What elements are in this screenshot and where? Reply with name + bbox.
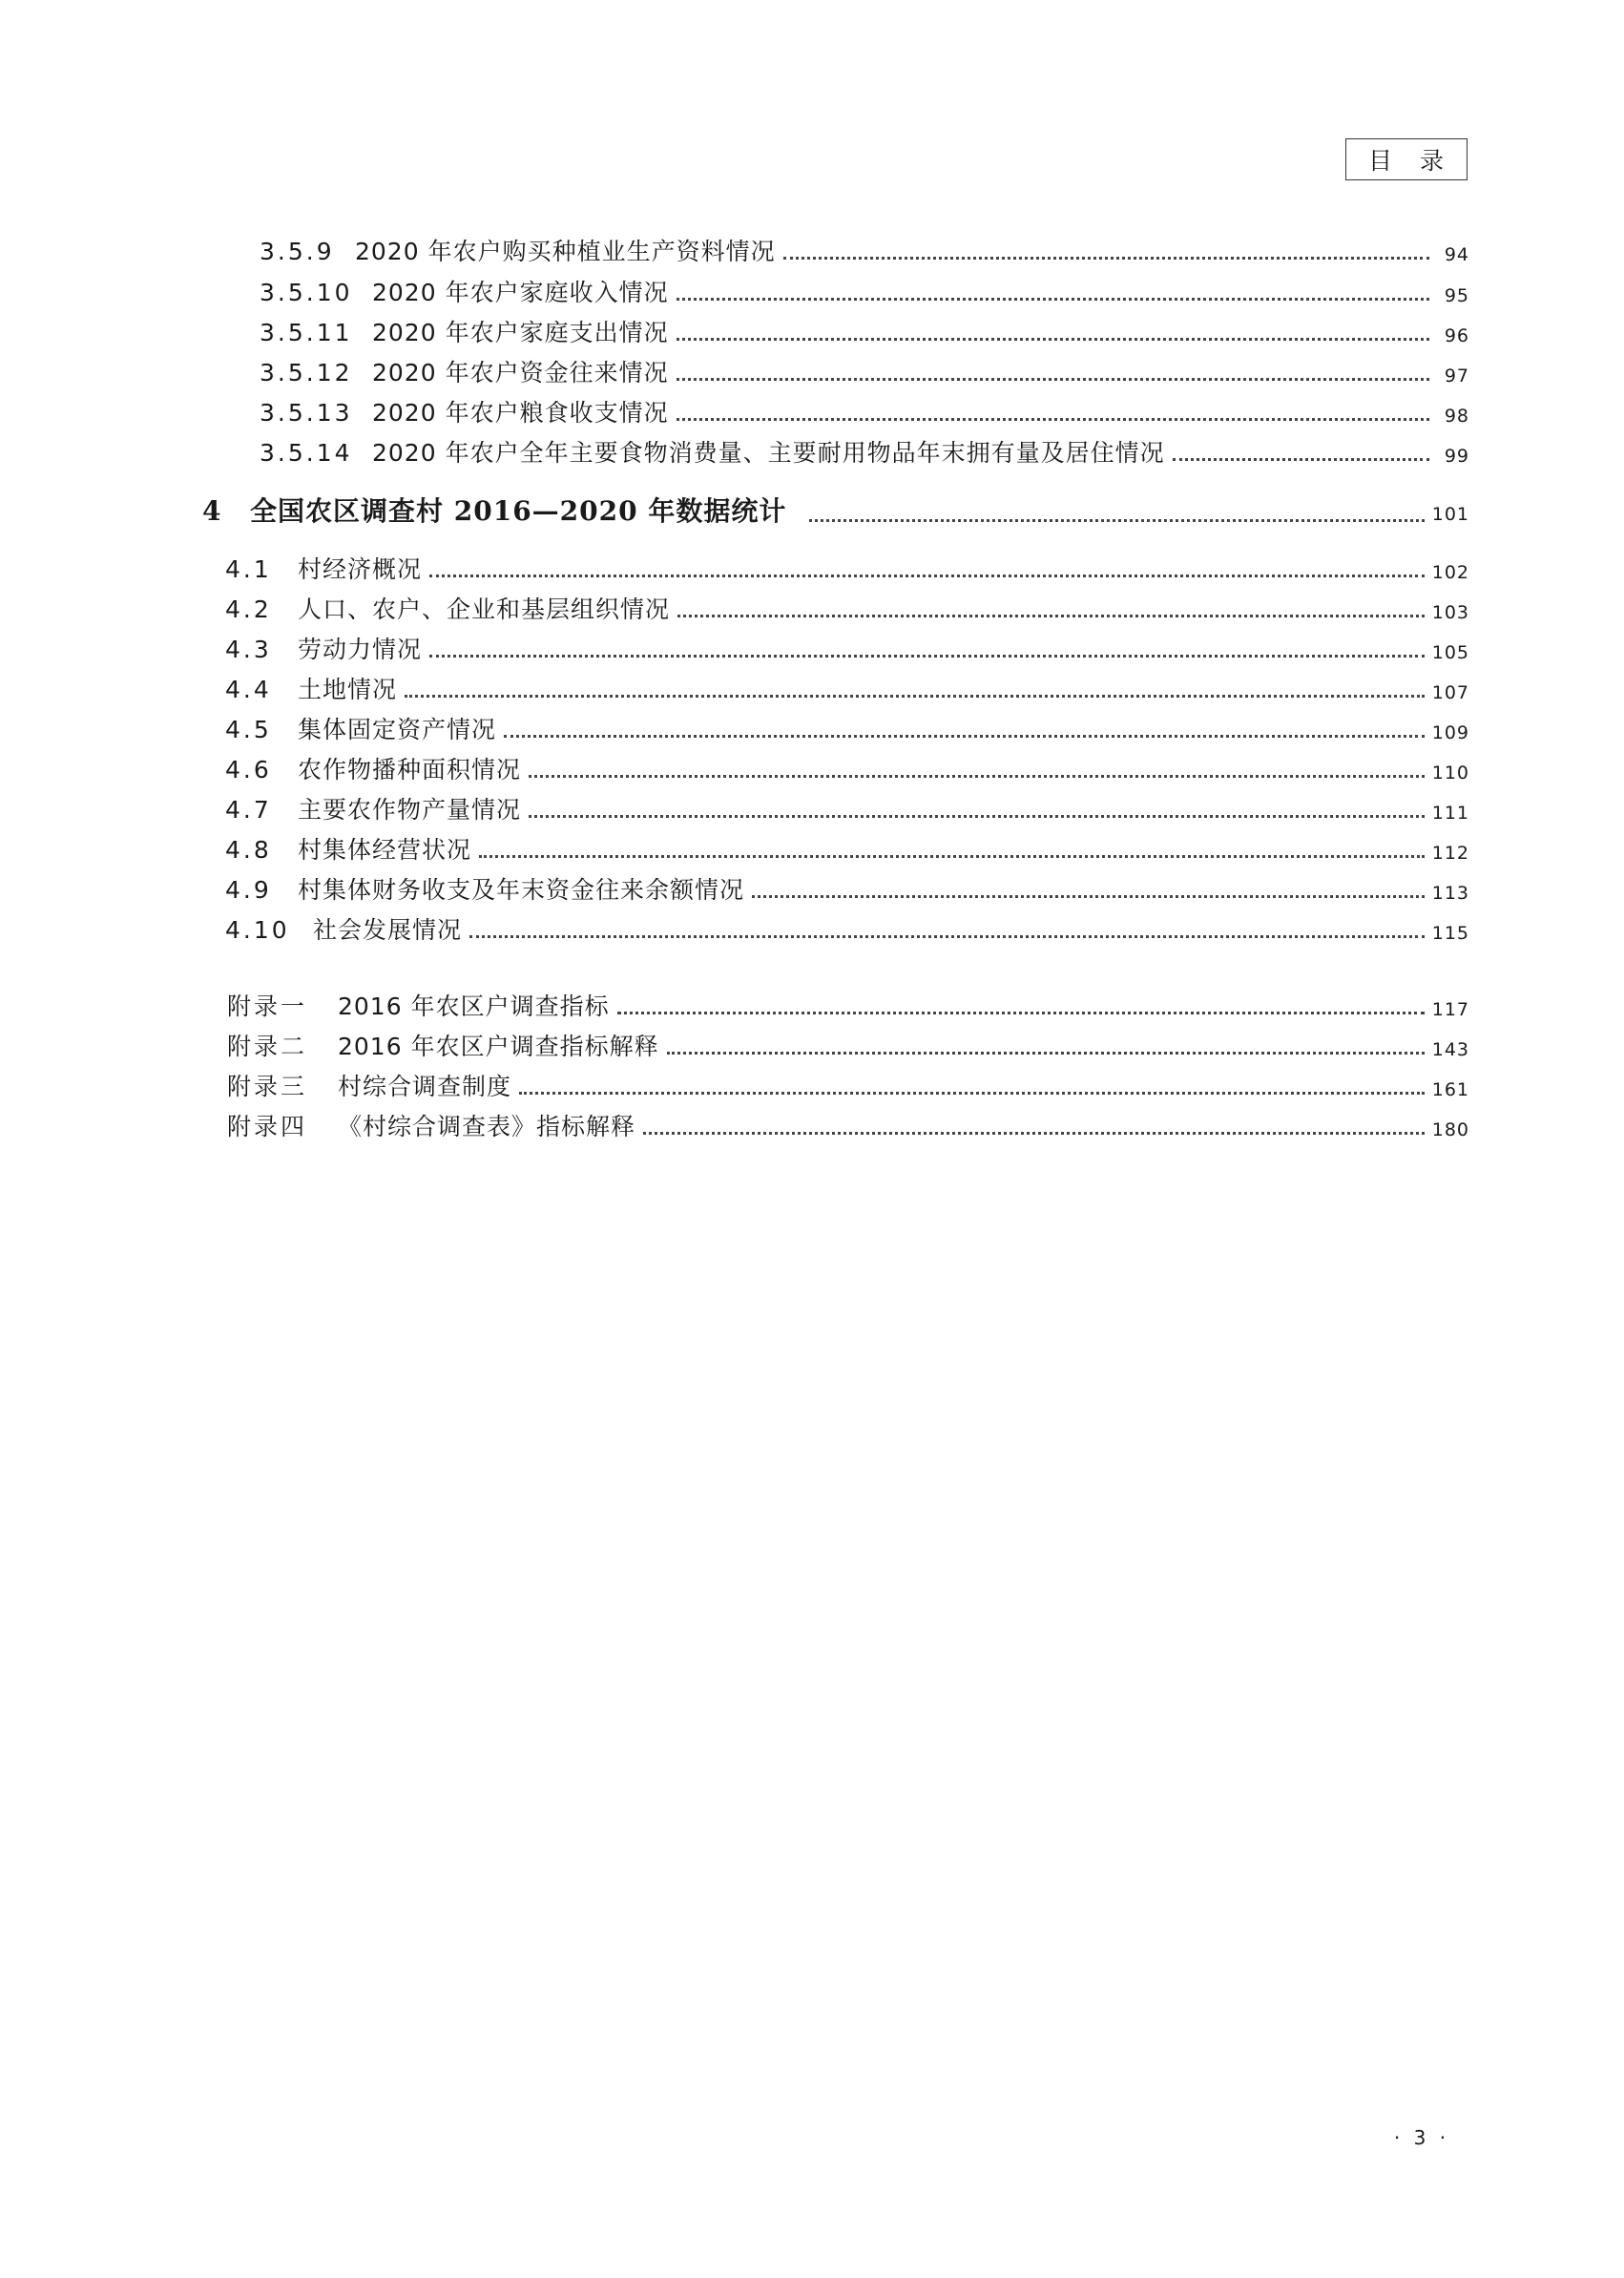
appendix-number: 附录三 — [227, 1073, 308, 1100]
toc-appendix[interactable] — [227, 1031, 1469, 1063]
toc-entry-title: 2020 年农户购买种植业生产资料情况 — [355, 238, 776, 265]
toc-entry-number: 4.2 — [225, 596, 272, 623]
toc-entry-page: 115 — [1431, 923, 1469, 944]
toc-entry-title: 劳动力情况 — [298, 636, 423, 663]
toc-entry[interactable] — [225, 914, 1469, 947]
toc-appendix[interactable] — [227, 1071, 1469, 1103]
toc-entry-page: 113 — [1431, 883, 1469, 904]
toc-entry[interactable] — [225, 674, 1469, 706]
dot-leader — [469, 935, 1425, 938]
toc-entry[interactable] — [260, 317, 1469, 349]
toc-entry-title: 土地情况 — [298, 676, 398, 703]
toc-entry-page: 102 — [1431, 562, 1469, 583]
toc-entry[interactable] — [225, 834, 1469, 867]
toc-entry-title: 2020 年农户粮食收支情况 — [372, 399, 669, 427]
dot-leader — [643, 1132, 1425, 1135]
toc-entry-title: 集体固定资产情况 — [298, 716, 497, 743]
appendix-number: 附录四 — [227, 1113, 308, 1140]
toc-entry[interactable] — [225, 714, 1469, 746]
toc-entry-number: 4.9 — [225, 876, 272, 904]
toc-entry-page: 103 — [1431, 602, 1469, 623]
appendix-title: 2016 年农区户调查指标解释 — [338, 1033, 659, 1060]
dot-leader — [667, 1052, 1425, 1055]
toc-entry-number: 4.10 — [225, 916, 290, 944]
toc-entry-number: 4.8 — [225, 836, 272, 864]
dot-leader — [617, 1012, 1425, 1014]
appendix-number: 附录二 — [227, 1033, 308, 1060]
toc-entry-number: 4.6 — [225, 756, 272, 784]
toc-entry-page: 105 — [1431, 642, 1469, 663]
dot-leader — [677, 418, 1429, 421]
dot-leader — [429, 655, 1425, 658]
toc-entry-number: 4.4 — [225, 676, 272, 703]
dot-leader — [809, 519, 1424, 522]
toc-entry[interactable] — [260, 277, 1469, 309]
toc-entry-page: 111 — [1431, 803, 1469, 824]
dot-leader — [405, 695, 1425, 698]
toc-entry[interactable] — [225, 794, 1469, 826]
toc-entry-page: 94 — [1444, 244, 1469, 265]
toc-entry-page: 98 — [1444, 406, 1469, 427]
toc-entry-number: 3.5.14 — [260, 439, 353, 467]
toc-entry-page: 97 — [1444, 366, 1469, 387]
dot-leader — [519, 1092, 1425, 1095]
appendix-page: 117 — [1431, 999, 1469, 1020]
chapter-page: 101 — [1431, 504, 1469, 525]
appendix-page: 180 — [1431, 1119, 1469, 1140]
toc-entry[interactable] — [260, 236, 1469, 268]
toc-entry-page: 109 — [1431, 722, 1469, 743]
toc-chapter[interactable] — [202, 492, 1469, 531]
chapter-number: 4 — [202, 495, 221, 527]
dot-leader — [529, 815, 1425, 818]
dot-leader — [529, 775, 1425, 778]
chapter-title: 全国农区调查村 2016—2020 年数据统计 — [250, 495, 787, 527]
toc-entry-title: 主要农作物产量情况 — [298, 796, 522, 824]
toc-entry[interactable] — [225, 594, 1469, 626]
toc-entry-title: 2020 年农户家庭支出情况 — [372, 319, 669, 346]
appendix-page: 143 — [1431, 1039, 1469, 1060]
toc-entry[interactable] — [260, 437, 1469, 470]
dot-leader — [429, 575, 1425, 577]
toc-entry-title: 社会发展情况 — [313, 916, 463, 944]
toc-entry-page: 99 — [1444, 446, 1469, 467]
toc-entry-number: 4.1 — [225, 555, 272, 583]
toc-entry-page: 95 — [1444, 285, 1469, 306]
toc-entry-page: 107 — [1431, 682, 1469, 703]
toc-entry-number: 3.5.13 — [260, 399, 353, 427]
header-char-2: 录 — [1420, 147, 1446, 175]
toc-entry-title: 2020 年农户全年主要食物消费量、主要耐用物品年末拥有量及居住情况 — [372, 439, 1165, 467]
toc-entry[interactable] — [260, 357, 1469, 389]
appendix-title: 2016 年农区户调查指标 — [338, 993, 610, 1020]
dot-leader — [783, 257, 1429, 260]
toc-entry[interactable] — [225, 874, 1469, 907]
dot-leader — [1173, 458, 1429, 461]
toc-entry-page: 96 — [1444, 325, 1469, 346]
toc-entry[interactable] — [260, 397, 1469, 429]
toc-entry[interactable] — [225, 554, 1469, 586]
toc-entry-number: 3.5.9 — [260, 238, 335, 265]
appendix-title: 村综合调查制度 — [338, 1073, 512, 1100]
toc-entry-number: 4.7 — [225, 796, 272, 824]
toc-appendix[interactable] — [227, 1111, 1469, 1143]
dot-leader — [479, 855, 1425, 858]
toc-entry-title: 2020 年农户资金往来情况 — [372, 359, 669, 387]
dot-leader — [677, 298, 1429, 301]
dot-leader — [677, 338, 1429, 341]
toc-appendix[interactable] — [227, 991, 1469, 1023]
appendix-page: 161 — [1431, 1079, 1469, 1100]
appendix-number: 附录一 — [227, 993, 308, 1020]
toc-entry-number: 3.5.10 — [260, 279, 353, 306]
toc-entry-title: 村经济概况 — [298, 555, 423, 583]
toc-entry-title: 人口、农户、企业和基层组织情况 — [298, 596, 671, 623]
toc-entry-number: 4.3 — [225, 636, 272, 663]
toc-entry-number: 3.5.12 — [260, 359, 353, 387]
toc-entry-title: 村集体财务收支及年末资金往来余额情况 — [298, 876, 745, 904]
appendix-title: 《村综合调查表》指标解释 — [338, 1113, 636, 1140]
toc-entry[interactable] — [225, 754, 1469, 786]
toc-entry-number: 3.5.11 — [260, 319, 353, 346]
toc-entry-page: 110 — [1431, 763, 1469, 784]
toc-entry[interactable] — [225, 634, 1469, 666]
dot-leader — [677, 378, 1429, 381]
toc-entry-number: 4.5 — [225, 716, 272, 743]
header-char-1: 目 — [1367, 147, 1393, 175]
toc-entry-title: 村集体经营状况 — [298, 836, 472, 864]
dot-leader — [677, 615, 1425, 617]
toc-entry-page: 112 — [1431, 843, 1469, 864]
toc-entry-title: 2020 年农户家庭收入情况 — [372, 279, 669, 306]
dot-leader — [752, 895, 1425, 898]
page-number-footer: · 3 · — [1393, 2126, 1450, 2149]
dot-leader — [504, 735, 1425, 738]
toc-entry-title: 农作物播种面积情况 — [298, 756, 522, 784]
